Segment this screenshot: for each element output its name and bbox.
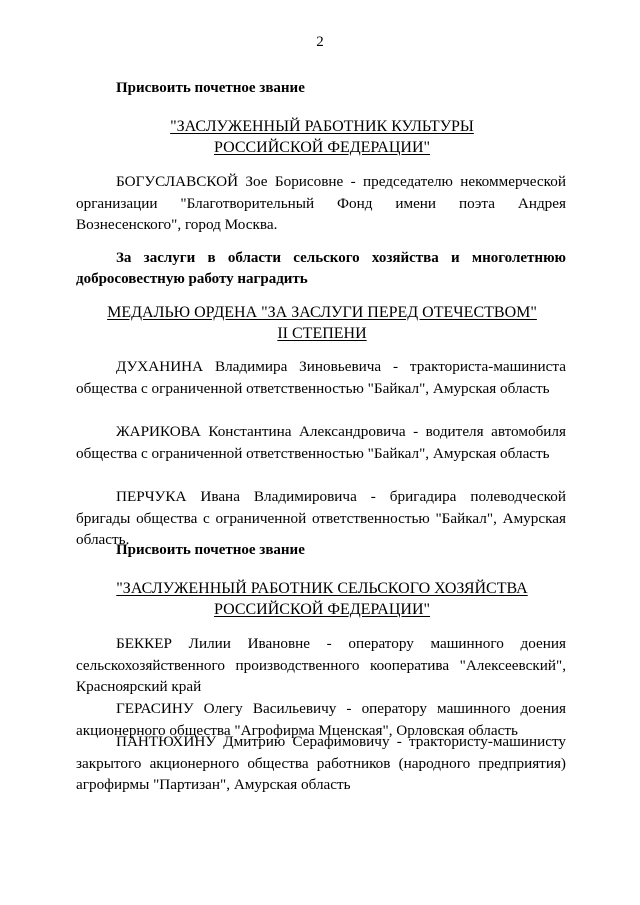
section1-title-line2: РОССИЙСКОЙ ФЕДЕРАЦИИ" <box>213 139 431 156</box>
section2-heading: За заслуги в области сельского хозяйства и многолетнюю добросовестную работу наградить <box>76 250 566 287</box>
section3-title <box>80 578 564 620</box>
section3-entry-2: ГЕРАСИНУ Олегу Васильевичу - оператору машинного доения акционерного общества "Агрофирма Мценская", Орловская область <box>76 700 566 739</box>
section1-title-line1: "ЗАСЛУЖЕННЫЙ РАБОТНИК КУЛЬТУРЫ <box>170 118 474 135</box>
page-number: 2 <box>316 34 324 50</box>
section1-heading: Присвоить почетное звание <box>116 80 305 96</box>
section2-entry-2: ЖАРИКОВА Константина Александровича - водителя автомобиля общества с ограниченной ответственностью "Байкал", Амурская область <box>76 423 566 462</box>
section3-title-line2: РОССИЙСКОЙ ФЕДЕРАЦИИ" <box>213 601 431 618</box>
section2-title-line1: МЕДАЛЬЮ ОРДЕНА "ЗА ЗАСЛУГИ ПЕРЕД ОТЕЧЕСТВОМ" <box>107 304 537 321</box>
section3-entry-3: ПАНТЮХИНУ Дмитрию Серафимовичу - трактористу-машинисту закрытого акционерного общества работников (народного предприятия) агрофирмы "Партизан", Амурская область <box>76 733 566 793</box>
section1-entry-1: БОГУСЛАВСКОЙ Зое Борисовне - председателю некоммерческой организации "Благотворительный Фонд имени поэта Андрея Вознесенского", город Москва. <box>76 173 566 233</box>
section2-title-line2: II СТЕПЕНИ <box>277 325 367 342</box>
section2-entry-3: ПЕРЧУКА Ивана Владимировича - бригадира полеводческой бригады общества с ограниченной ответственностью "Байкал", Амурская область. <box>76 488 566 548</box>
section1-title <box>80 116 564 158</box>
section3-title-line1: "ЗАСЛУЖЕННЫЙ РАБОТНИК СЕЛЬСКОГО ХОЗЯЙСТВА <box>116 580 528 597</box>
section3-heading: Присвоить почетное звание <box>116 542 305 558</box>
section3-entry-1: БЕККЕР Лилии Ивановне - оператору машинного доения сельскохозяйственного производственного кооператива "Алексеевский", Красноярский край <box>76 635 566 695</box>
section2-title <box>80 302 564 344</box>
section2-entry-1: ДУХАНИНА Владимира Зиновьевича - тракториста-машиниста общества с ограниченной ответственностью "Байкал", Амурская область <box>76 358 566 397</box>
